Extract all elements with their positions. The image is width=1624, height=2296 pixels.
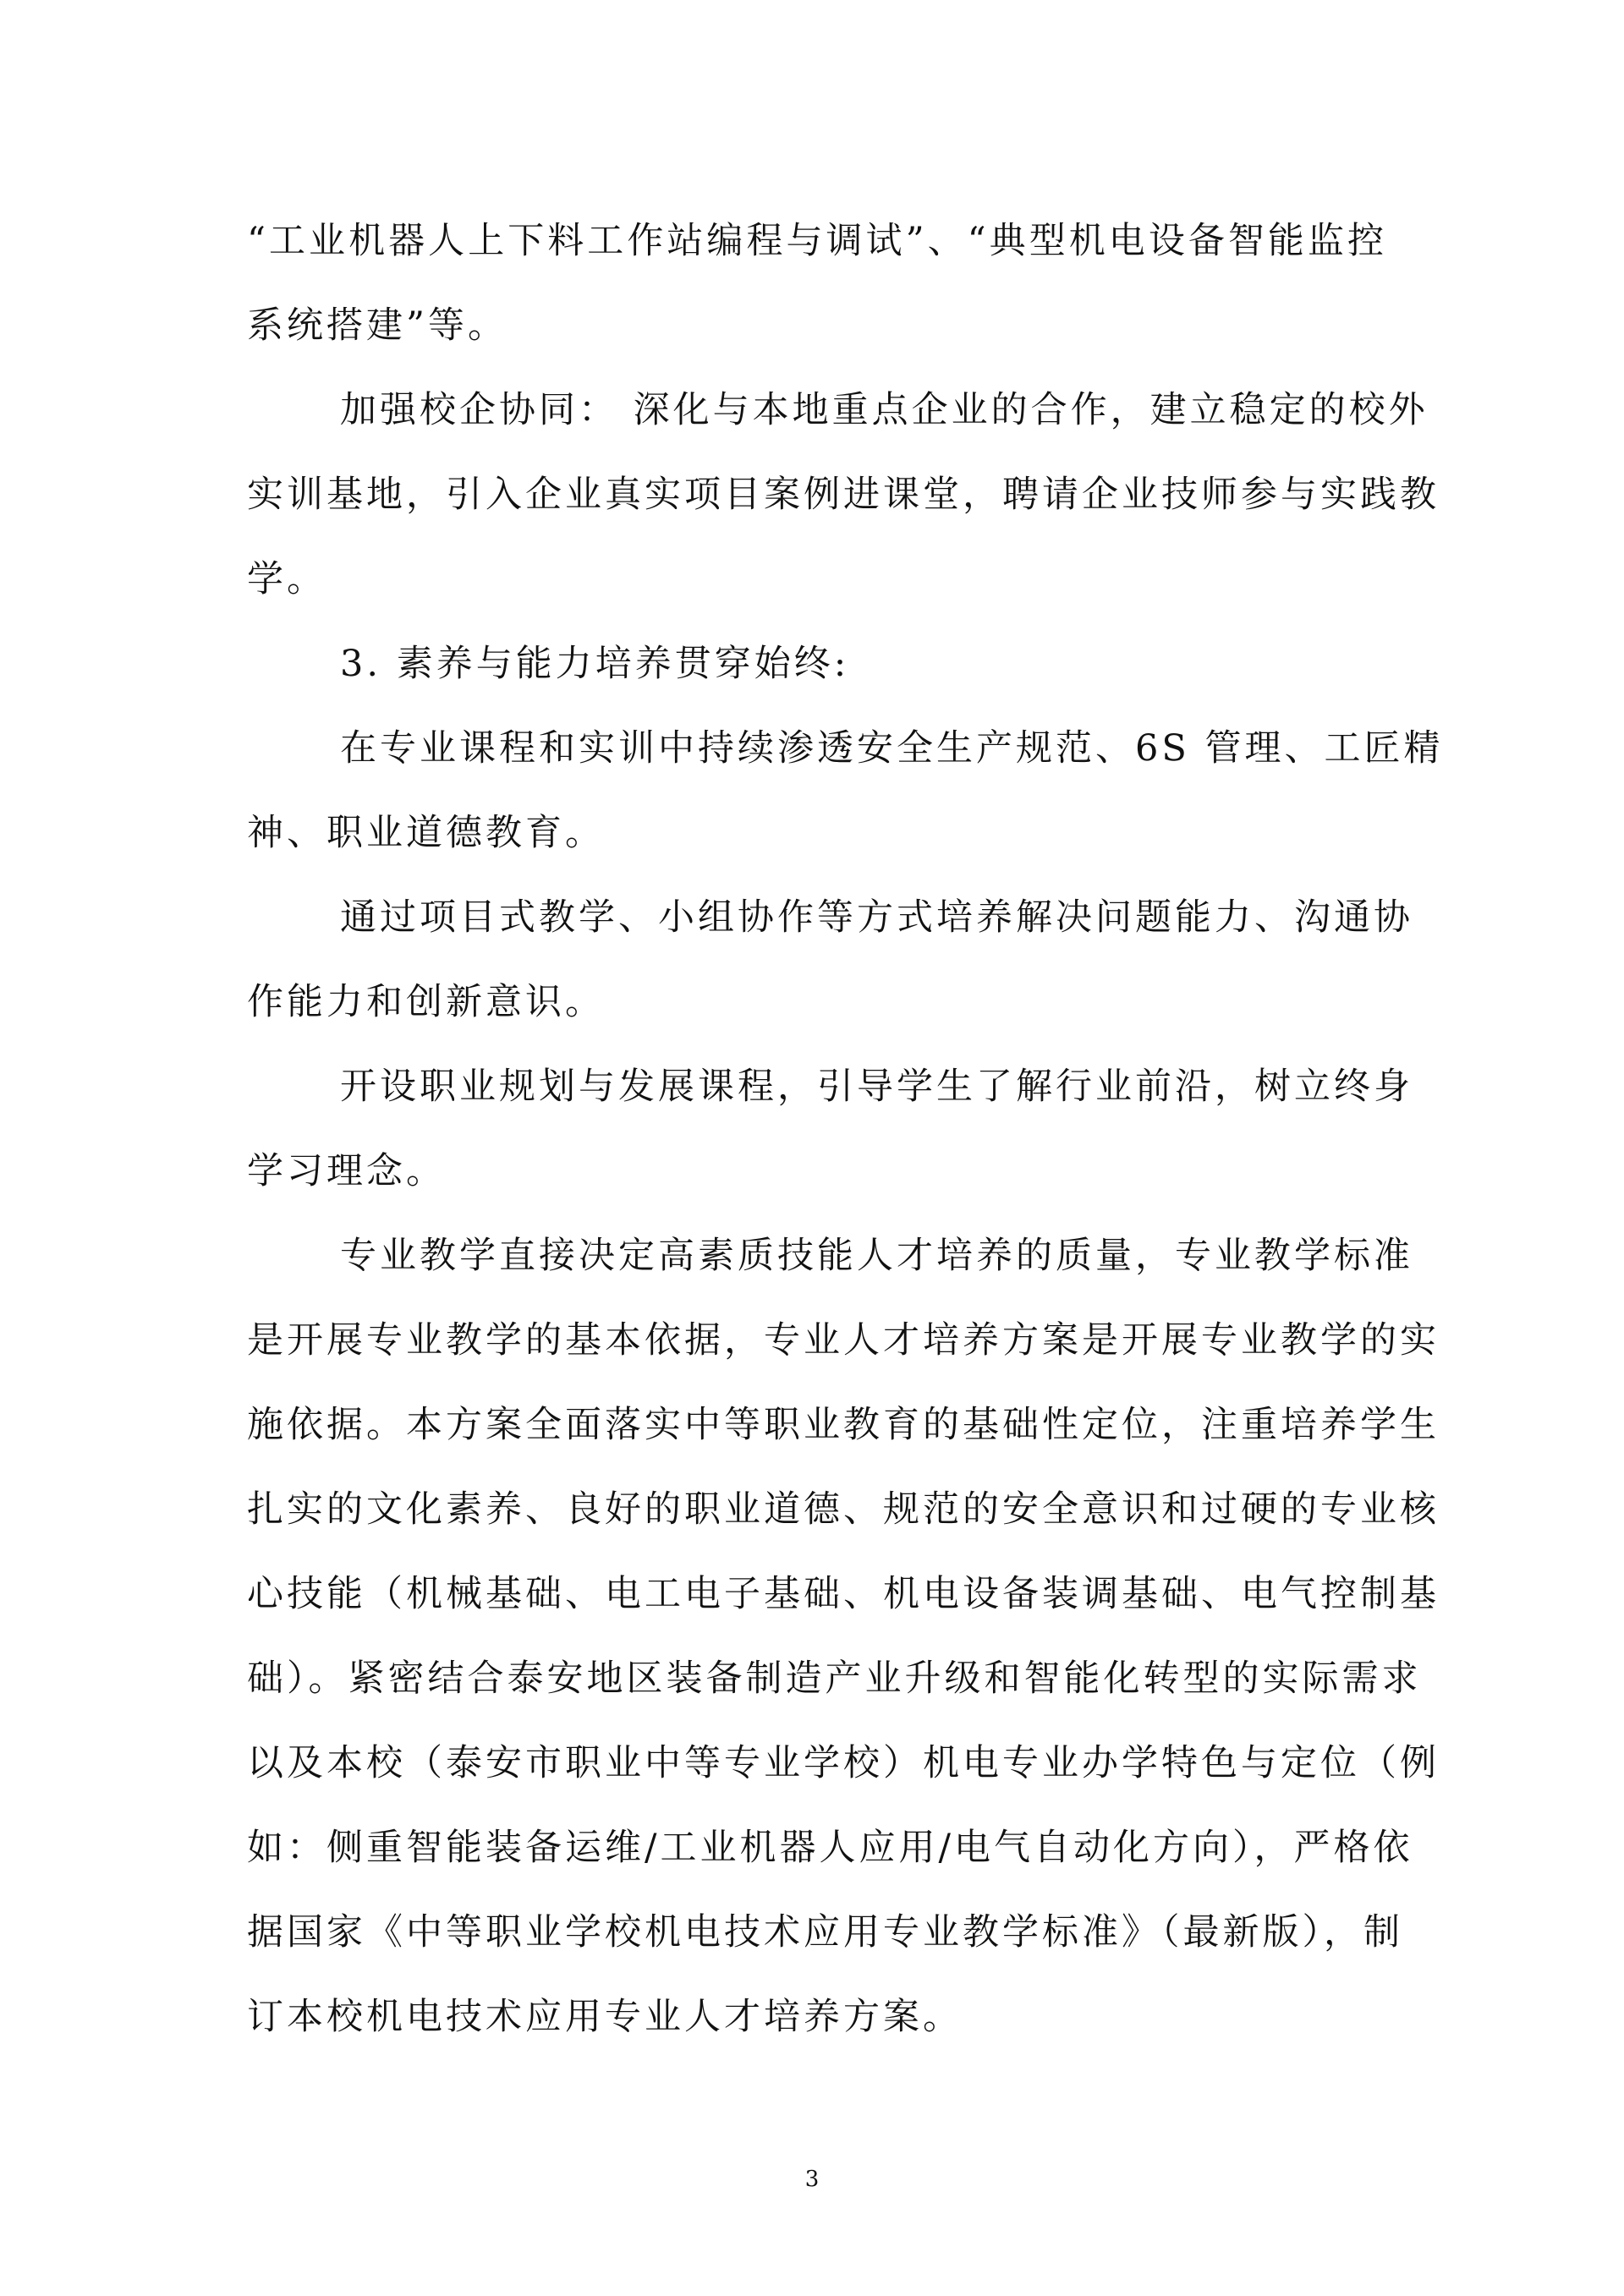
text-line: 作能力和创新意识。 [247, 981, 605, 1023]
text-line: “工业机器人上下料工作站编程与调试”、“典型机电设备智能监控 [247, 220, 1387, 262]
text-line: 神、职业道德教育。 [247, 812, 605, 854]
text-line: 据国家《中等职业学校机电技术应用专业教学标准》（最新版），制 [247, 1911, 1403, 1954]
text-line: 实训基地，引入企业真实项目案例进课堂，聘请企业技师参与实践教 [247, 474, 1440, 516]
text-line: 系统搭建”等。 [247, 304, 508, 347]
section-heading: 3. 素养与能力培养贯穿始终: [340, 643, 850, 685]
text-line: 开设职业规划与发展课程，引导学生了解行业前沿，树立终身 [340, 1066, 1413, 1108]
text-line: 学。 [247, 558, 326, 600]
text-line: 础）。紧密结合泰安地区装备制造产业升级和智能化转型的实际需求 [247, 1658, 1422, 1700]
text-line: 通过项目式教学、小组协作等方式培养解决问题能力、沟通协 [340, 896, 1413, 939]
text-line: 施依据。本方案全面落实中等职业教育的基础性定位，注重培养学生 [247, 1404, 1440, 1446]
text-line: 加强校企协同： 深化与本地重点企业的合作，建立稳定的校外 [340, 389, 1429, 431]
text-line: 学习理念。 [247, 1150, 446, 1192]
text-line: 扎实的文化素养、良好的职业道德、规范的安全意识和过硬的专业核 [247, 1488, 1440, 1531]
text-line: 如：侧重智能装备运维/工业机器人应用/电气自动化方向），严格依 [247, 1827, 1413, 1869]
page-number: 3 [804, 2167, 820, 2192]
text-line: 专业教学直接决定高素质技能人才培养的质量，专业教学标准 [340, 1235, 1413, 1277]
text-line: 在专业课程和实训中持续渗透安全生产规范、6S 管理、工匠精 [340, 727, 1444, 770]
text-line: 以及本校（泰安市职业中等专业学校）机电专业办学特色与定位（例 [247, 1742, 1440, 1784]
text-line: 是开展专业教学的基本依据，专业人才培养方案是开展专业教学的实 [247, 1319, 1440, 1362]
text-line: 心技能（机械基础、电工电子基础、机电设备装调基础、电气控制基 [247, 1573, 1440, 1615]
text-line: 订本校机电技术应用专业人才培养方案。 [247, 1996, 963, 2038]
